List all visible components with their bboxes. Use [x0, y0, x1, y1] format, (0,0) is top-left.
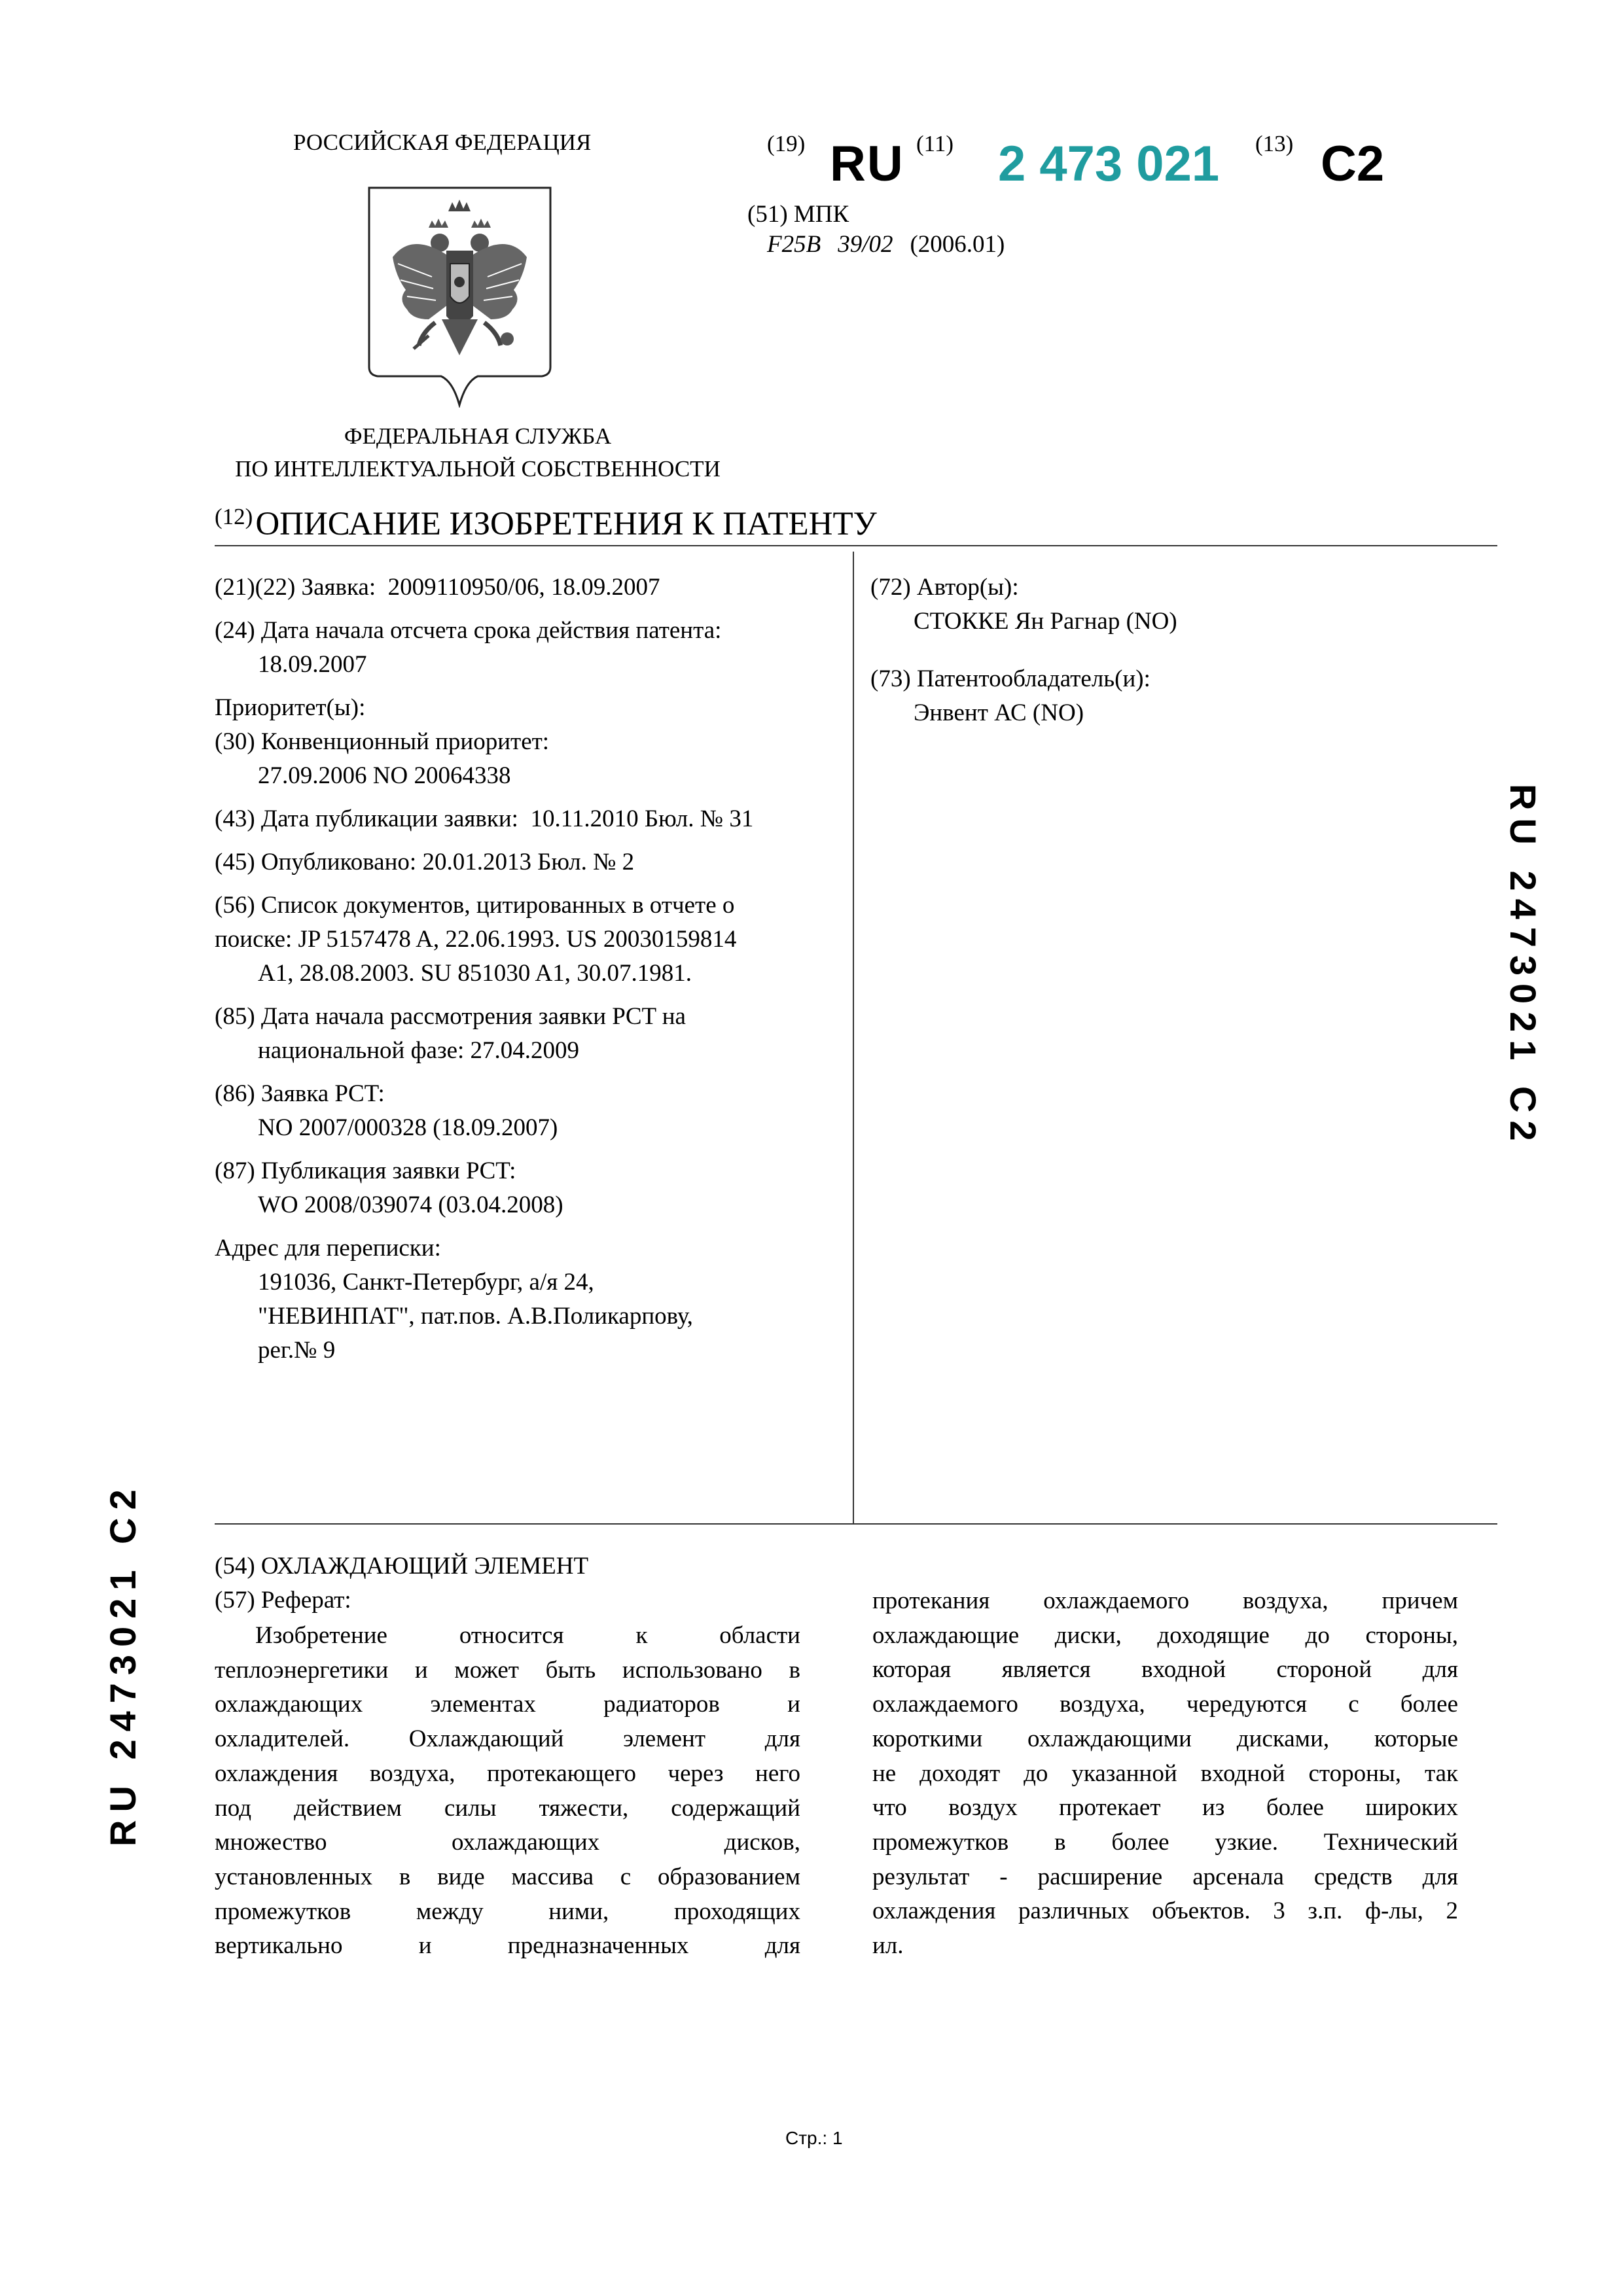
abstract-line: которая является входной стороной для — [872, 1656, 1458, 1684]
abstract-line: промежутков между ними, проходящих — [215, 1898, 800, 1925]
pct-publication-value: WO 2008/039074 (03.04.2008) — [258, 1192, 563, 1218]
abstract-line: ил. — [872, 1932, 904, 1960]
agency-line-1: ФЕДЕРАЛЬНАЯ СЛУЖБА — [344, 423, 612, 449]
app-publication-label: (43) Дата публикации заявки: — [215, 805, 518, 832]
priority-field — [215, 691, 843, 793]
title-divider — [215, 545, 1497, 546]
term-start-value: 18.09.2007 — [258, 651, 367, 678]
published-bulletin: Бюл. № 2 — [537, 849, 635, 875]
pct-publication-field — [215, 1154, 843, 1222]
ipc-label: (51) МПК — [747, 201, 849, 228]
cited-label: поиске: — [215, 926, 293, 953]
application-field — [215, 571, 843, 605]
abstract-line: короткими охлаждающими дисками, которые — [872, 1725, 1458, 1752]
address-line-3: рег.№ 9 — [258, 1337, 336, 1364]
address-line-2: "НЕВИНПАТ", пат.пов. А.В.Поликарпову, — [258, 1303, 693, 1330]
pct-publication-label: (87) Публикация заявки PCT: — [215, 1157, 516, 1184]
side-code-right: RU 2473021 C2 — [1503, 784, 1544, 1149]
term-start-field — [215, 614, 843, 682]
document-title — [215, 504, 877, 543]
term-start-label: (24) Дата начала отсчета срока действия патента: — [215, 617, 722, 644]
pct-national-line-2 — [215, 1034, 843, 1068]
owner-label: (73) Патентообладатель(и): — [870, 665, 1150, 692]
cited-line-3: A1, 28.08.2003. SU 851030 A1, 30.07.1981. — [258, 960, 692, 987]
inid-code-13: (13) — [1255, 131, 1294, 156]
application-value: 2009110950/06, 18.09.2007 — [387, 574, 660, 601]
pct-application-value: NO 2007/000328 (18.09.2007) — [258, 1114, 558, 1141]
agency-name — [196, 420, 759, 486]
owner-value: Энвент АС (NO) — [914, 699, 1084, 726]
app-publication-bulletin: Бюл. № 31 — [644, 805, 754, 832]
biblio-divider — [215, 1523, 1497, 1525]
published-field — [215, 845, 843, 879]
country-name: РОССИЙСКАЯ ФЕДЕРАЦИЯ — [293, 130, 592, 155]
invention-title-text: ОХЛАЖДАЮЩИЙ ЭЛЕМЕНТ — [260, 1553, 589, 1580]
app-publication-field — [215, 802, 843, 836]
pct-application-field — [215, 1077, 843, 1145]
abstract-line: вертикально и предназначенных для — [215, 1932, 800, 1960]
abstract-line: что воздух протекает из более широких — [872, 1794, 1458, 1822]
abstract-line: множество охлаждающих дисков, — [215, 1829, 800, 1856]
pct-national-label: национальной фазе: — [258, 1037, 465, 1064]
document-title-text: ОПИСАНИЕ ИЗОБРЕТЕНИЯ К ПАТЕНТУ — [255, 506, 877, 542]
abstract-line: результат - расширение арсенала средств для — [872, 1863, 1458, 1890]
abstract-line: охладителей. Охлаждающий элемент для — [215, 1725, 800, 1753]
ipc-classification — [767, 230, 1005, 258]
page-number: Стр.: 1 — [785, 2128, 843, 2148]
inid-code-12: (12) — [215, 504, 253, 529]
abstract-column-1 — [215, 1619, 800, 1964]
abstract-line: охлаждения воздуха, протекающего через него — [215, 1759, 800, 1787]
abstract-label: (57) Реферат: — [215, 1587, 351, 1614]
published-value: 20.01.2013 — [422, 849, 531, 875]
cited-line-1: (56) Список документов, цитированных в отчете о — [215, 892, 735, 919]
side-code-left: RU 2473021 C2 — [102, 1481, 143, 1846]
pct-national-value: 27.04.2009 — [470, 1037, 580, 1064]
kind-code: C2 — [1321, 136, 1385, 192]
biblio-right — [870, 571, 1459, 730]
abstract-line: охлаждения различных объектов. 3 з.п. ф-лы, 2 — [872, 1898, 1458, 1925]
cited-value: JP 5157478 A, 22.06.1993. US 20030159814 — [298, 926, 737, 953]
pct-application-label: (86) Заявка PCT: — [215, 1080, 385, 1107]
priority-label: Приоритет(ы): — [215, 694, 366, 721]
convention-label: (30) Конвенционный приоритет: — [215, 728, 550, 755]
biblio-left — [215, 571, 843, 1368]
abstract-line: охлаждаемого воздуха, чередуются с более — [872, 1691, 1458, 1718]
pct-national-field — [215, 1000, 843, 1068]
convention-value: 27.09.2006 NO 20064338 — [258, 762, 511, 789]
authors-value: СТОККЕ Ян Рагнар (NO) — [914, 608, 1177, 635]
cited-line-2 — [215, 923, 843, 957]
abstract-column-2 — [872, 1584, 1458, 1964]
address-label: Адрес для переписки: — [215, 1235, 441, 1262]
app-publication-value: 10.11.2010 — [530, 805, 639, 832]
pct-national-line-1: (85) Дата начала рассмотрения заявки PCT на — [215, 1003, 686, 1030]
coat-of-arms-icon — [366, 185, 553, 408]
inid-code-11: (11) — [916, 131, 954, 156]
column-divider — [853, 552, 854, 1523]
invention-title — [215, 1549, 588, 1583]
address-field — [215, 1231, 843, 1368]
inid-code-19: (19) — [767, 131, 806, 156]
abstract-line: под действием силы тяжести, содержащий — [215, 1794, 800, 1822]
abstract-line: установленных в виде массива с образованием — [215, 1863, 800, 1890]
abstract-line: протекания охлаждаемого воздуха, причем — [872, 1587, 1458, 1614]
published-label: (45) Опубликовано: — [215, 849, 417, 875]
abstract-line: теплоэнергетики и может быть использовано в — [215, 1656, 800, 1684]
abstract-line: Изобретение относится к области — [255, 1622, 800, 1649]
agency-line-2: ПО ИНТЕЛЛЕКТУАЛЬНОЙ СОБСТВЕННОСТИ — [235, 456, 721, 482]
abstract-line: охлаждающие диски, доходящие до стороны, — [872, 1621, 1458, 1649]
authors-label: (72) Автор(ы): — [870, 574, 1019, 601]
inid-code-54: (54) — [215, 1553, 255, 1580]
patent-number: 2 473 021 — [998, 136, 1220, 192]
country-code: RU — [830, 136, 904, 192]
application-label: (21)(22) Заявка: — [215, 574, 376, 601]
ipc-group: 39/02 — [838, 231, 893, 258]
ipc-class: F25B — [767, 231, 821, 258]
address-line-1: 191036, Санкт-Петербург, а/я 24, — [258, 1269, 594, 1296]
abstract-line: не доходят до указанной входной стороны, так — [872, 1759, 1458, 1787]
abstract-line: охлаждающих элементах радиаторов и — [215, 1691, 800, 1718]
cited-documents-field — [215, 889, 843, 991]
abstract-line: промежутков в более узкие. Технический — [872, 1828, 1458, 1856]
ipc-version: (2006.01) — [910, 231, 1005, 258]
